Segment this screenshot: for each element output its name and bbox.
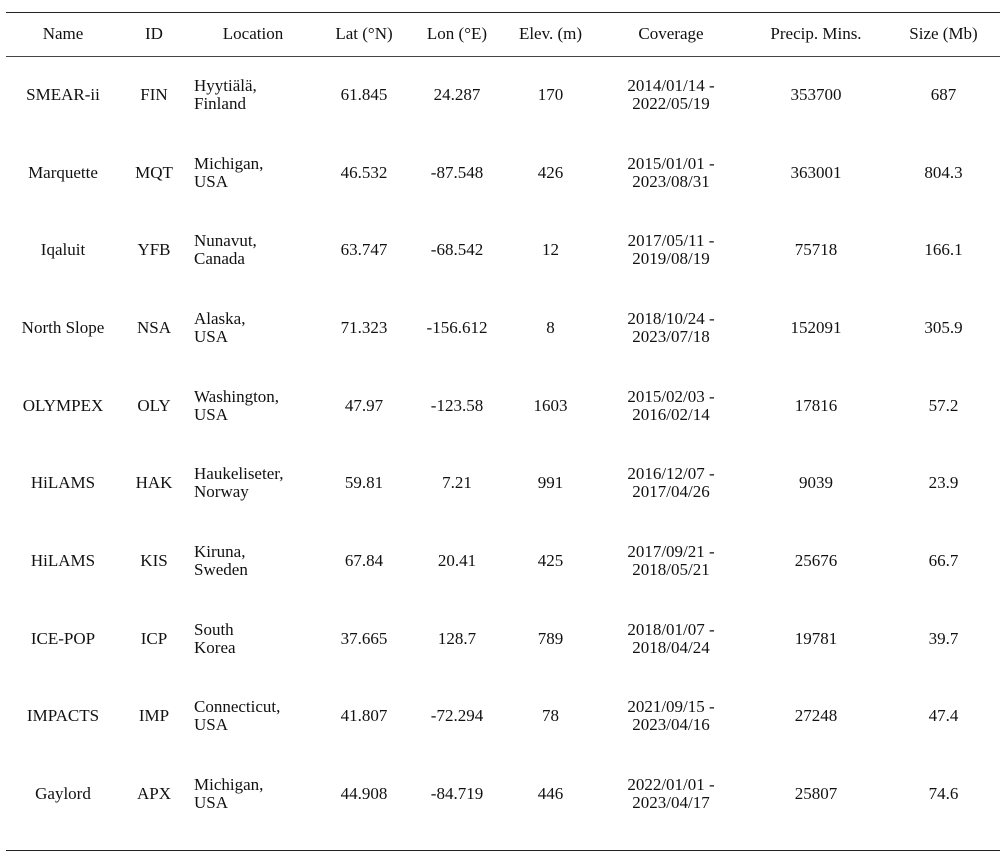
cell-location bbox=[188, 600, 318, 678]
cell-size: 687 bbox=[930, 84, 957, 104]
cell-location bbox=[188, 211, 318, 289]
coverage-end: 2017/04/26 bbox=[632, 482, 710, 502]
table-body bbox=[6, 56, 1000, 833]
cell-id: MQT bbox=[135, 162, 173, 182]
location-line-2: USA bbox=[194, 171, 229, 191]
header-elev: Elev. (m) bbox=[518, 24, 583, 43]
coverage-end: 2023/04/16 bbox=[632, 715, 710, 735]
location-line-2: USA bbox=[194, 404, 229, 424]
header-lat: Lat (°N) bbox=[335, 24, 393, 43]
cell-lat: 63.747 bbox=[340, 240, 388, 260]
location-line-1: Hyytiälä, bbox=[194, 75, 257, 95]
cell-elev: 12 bbox=[542, 240, 559, 260]
location-line-1: Alaska, bbox=[194, 308, 246, 328]
cell-lat: 71.323 bbox=[340, 317, 388, 337]
location-line-2: USA bbox=[194, 715, 229, 735]
coverage-end: 2023/04/17 bbox=[632, 793, 710, 813]
cell-name: Iqaluit bbox=[40, 240, 86, 260]
cell-name: SMEAR-ii bbox=[26, 84, 100, 104]
cell-location bbox=[188, 755, 318, 833]
cell-location bbox=[188, 134, 318, 212]
table-row bbox=[6, 600, 1000, 678]
cell-lat: 61.845 bbox=[340, 84, 388, 104]
cell-coverage bbox=[597, 289, 745, 367]
cell-elev: 789 bbox=[537, 628, 564, 648]
cell-lat: 41.807 bbox=[340, 706, 388, 726]
cell-size: 804.3 bbox=[924, 162, 963, 182]
table-row bbox=[6, 134, 1000, 212]
table-row bbox=[6, 367, 1000, 445]
cell-size: 57.2 bbox=[928, 395, 959, 415]
cell-size: 66.7 bbox=[928, 550, 959, 570]
location-line-1: South bbox=[194, 619, 234, 639]
location-line-1: Haukeliseter, bbox=[194, 464, 284, 484]
cell-precip: 363001 bbox=[790, 162, 842, 182]
coverage-end: 2023/07/18 bbox=[632, 326, 710, 346]
cell-location bbox=[188, 444, 318, 522]
cell-name: IMPACTS bbox=[26, 706, 100, 726]
table-row bbox=[6, 444, 1000, 522]
header-precip: Precip. Mins. bbox=[770, 24, 862, 43]
coverage-start: 2015/01/01 - bbox=[627, 153, 715, 173]
location-line-1: Washington, bbox=[194, 386, 280, 406]
cell-size: 23.9 bbox=[928, 473, 959, 493]
coverage-start: 2018/01/07 - bbox=[627, 619, 715, 639]
cell-location bbox=[188, 56, 318, 134]
cell-lat: 47.97 bbox=[344, 395, 384, 415]
cell-lon: -87.548 bbox=[430, 162, 484, 182]
cell-lon: 7.21 bbox=[442, 473, 472, 493]
cell-lat: 37.665 bbox=[340, 628, 388, 648]
cell-elev: 1603 bbox=[533, 395, 568, 415]
coverage-start: 2015/02/03 - bbox=[627, 386, 715, 406]
cell-lon: -123.58 bbox=[430, 395, 484, 415]
header-coverage: Coverage bbox=[638, 24, 704, 43]
header-row bbox=[6, 12, 1000, 56]
cell-precip: 152091 bbox=[790, 317, 842, 337]
coverage-start: 2016/12/07 - bbox=[627, 464, 715, 484]
cell-coverage bbox=[597, 134, 745, 212]
cell-name: HiLAMS bbox=[30, 550, 96, 570]
cell-id: IMP bbox=[138, 706, 170, 726]
location-line-2: Korea bbox=[194, 637, 236, 657]
cell-elev: 446 bbox=[537, 784, 564, 804]
cell-coverage bbox=[597, 211, 745, 289]
table-row bbox=[6, 522, 1000, 600]
location-line-2: USA bbox=[194, 793, 229, 813]
coverage-start: 2022/01/01 - bbox=[627, 775, 715, 795]
cell-lat: 46.532 bbox=[340, 162, 388, 182]
cell-coverage bbox=[597, 444, 745, 522]
coverage-start: 2017/09/21 - bbox=[627, 541, 715, 561]
location-line-1: Kiruna, bbox=[194, 541, 246, 561]
cell-id: HAK bbox=[135, 473, 173, 493]
cell-size: 47.4 bbox=[928, 706, 959, 726]
cell-lon: 20.41 bbox=[437, 550, 477, 570]
cell-coverage bbox=[597, 600, 745, 678]
cell-id: OLY bbox=[137, 395, 171, 415]
cell-lon: -84.719 bbox=[430, 784, 484, 804]
cell-name: Gaylord bbox=[35, 784, 91, 804]
table-bottom-rule bbox=[6, 850, 1000, 851]
cell-lon: 128.7 bbox=[437, 628, 477, 648]
cell-elev: 991 bbox=[537, 473, 564, 493]
cell-coverage bbox=[597, 678, 745, 756]
cell-elev: 8 bbox=[546, 317, 555, 337]
location-line-2: Finland bbox=[194, 93, 246, 113]
location-line-2: Canada bbox=[194, 249, 245, 269]
coverage-end: 2023/08/31 bbox=[632, 171, 710, 191]
cell-name: HiLAMS bbox=[30, 473, 96, 493]
cell-precip: 25807 bbox=[794, 784, 838, 804]
cell-name: Marquette bbox=[28, 162, 98, 182]
coverage-start: 2021/09/15 - bbox=[627, 697, 715, 717]
table-row bbox=[6, 56, 1000, 134]
coverage-end: 2016/02/14 bbox=[632, 404, 710, 424]
cell-size: 305.9 bbox=[924, 317, 963, 337]
cell-coverage bbox=[597, 755, 745, 833]
cell-id: APX bbox=[136, 784, 171, 804]
cell-lat: 67.84 bbox=[344, 550, 384, 570]
cell-precip: 17816 bbox=[794, 395, 838, 415]
cell-precip: 9039 bbox=[799, 473, 833, 493]
cell-coverage bbox=[597, 56, 745, 134]
header-lon: Lon (°E) bbox=[426, 24, 488, 43]
cell-location bbox=[188, 367, 318, 445]
cell-lat: 44.908 bbox=[340, 784, 388, 804]
header-size: Size (Mb) bbox=[909, 24, 978, 43]
location-line-2: USA bbox=[194, 326, 229, 346]
cell-id: FIN bbox=[140, 84, 168, 104]
header-id: ID bbox=[145, 24, 163, 43]
location-line-2: Norway bbox=[194, 482, 249, 502]
header-location: Location bbox=[222, 24, 284, 43]
coverage-start: 2017/05/11 - bbox=[627, 231, 715, 251]
coverage-end: 2018/05/21 bbox=[632, 559, 710, 579]
coverage-start: 2014/01/14 - bbox=[627, 75, 715, 95]
table-row bbox=[6, 289, 1000, 367]
cell-lon: 24.287 bbox=[433, 84, 481, 104]
header-name: Name bbox=[42, 24, 84, 43]
location-line-1: Michigan, bbox=[194, 153, 264, 173]
cell-precip: 25676 bbox=[794, 550, 838, 570]
coverage-start: 2018/10/24 - bbox=[627, 308, 715, 328]
cell-coverage bbox=[597, 367, 745, 445]
table-row bbox=[6, 211, 1000, 289]
cell-lon: -156.612 bbox=[426, 317, 488, 337]
coverage-end: 2022/05/19 bbox=[632, 93, 710, 113]
cell-lat: 59.81 bbox=[344, 473, 384, 493]
cell-location bbox=[188, 289, 318, 367]
cell-coverage bbox=[597, 522, 745, 600]
station-table bbox=[6, 12, 1000, 833]
cell-id: ICP bbox=[140, 628, 168, 648]
cell-precip: 75718 bbox=[794, 240, 838, 260]
location-line-2: Sweden bbox=[194, 559, 248, 579]
cell-elev: 425 bbox=[537, 550, 564, 570]
cell-name: ICE-POP bbox=[30, 628, 96, 648]
cell-name: OLYMPEX bbox=[22, 395, 104, 415]
cell-elev: 426 bbox=[537, 162, 564, 182]
cell-lon: -68.542 bbox=[430, 240, 484, 260]
table-row bbox=[6, 755, 1000, 833]
location-line-1: Connecticut, bbox=[194, 697, 281, 717]
coverage-end: 2019/08/19 bbox=[632, 249, 710, 269]
cell-size: 74.6 bbox=[928, 784, 959, 804]
table-row bbox=[6, 678, 1000, 756]
coverage-end: 2018/04/24 bbox=[632, 637, 710, 657]
cell-precip: 353700 bbox=[790, 84, 842, 104]
cell-location bbox=[188, 678, 318, 756]
cell-name: North Slope bbox=[21, 317, 105, 337]
cell-precip: 27248 bbox=[794, 706, 838, 726]
cell-size: 39.7 bbox=[928, 628, 959, 648]
cell-size: 166.1 bbox=[924, 240, 963, 260]
location-line-1: Michigan, bbox=[194, 775, 264, 795]
cell-id: NSA bbox=[136, 317, 171, 337]
cell-lon: -72.294 bbox=[430, 706, 484, 726]
cell-id: YFB bbox=[137, 240, 171, 260]
cell-precip: 19781 bbox=[794, 628, 838, 648]
location-line-1: Nunavut, bbox=[194, 231, 257, 251]
cell-elev: 170 bbox=[537, 84, 564, 104]
cell-id: KIS bbox=[140, 550, 168, 570]
cell-elev: 78 bbox=[542, 706, 559, 726]
cell-location bbox=[188, 522, 318, 600]
